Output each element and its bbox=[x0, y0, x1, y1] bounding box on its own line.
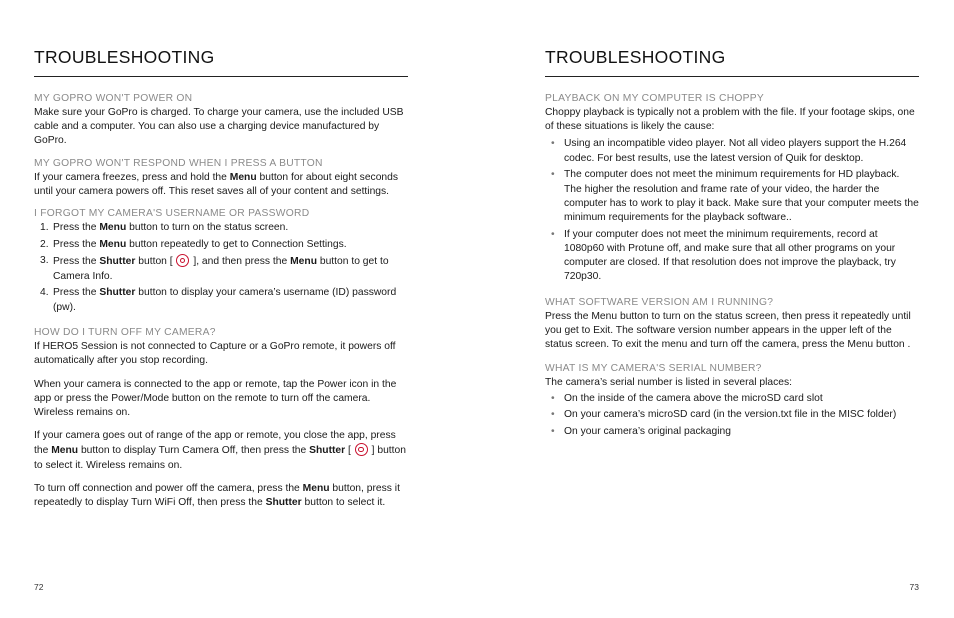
section-body: To turn off connection and power off the camera, press the Menu button, press it repeatedly to display Turn WiFi Off, then press the Shutter button to select it. bbox=[34, 482, 400, 509]
step-item: 1. Press the Menu button to turn on the status screen. bbox=[40, 222, 289, 234]
section-body: If your camera goes out of range of the app or remote, you close the app, press the Menu button to display Turn Camera Off, then press the Shutter [ ] button to select it. Wireless remains on. bbox=[34, 430, 406, 471]
title-divider bbox=[545, 76, 919, 77]
section-heading: I FORGOT MY CAMERA'S USERNAME OR PASSWORD bbox=[34, 208, 310, 220]
section-body: The camera’s serial number is listed in several places: bbox=[545, 376, 793, 388]
shutter-button-icon bbox=[176, 254, 189, 267]
section-heading: MY GOPRO WON'T POWER ON bbox=[34, 93, 193, 104]
bullet-list bbox=[545, 392, 919, 440]
section-body: Press the Menu button to turn on the status screen, then press it repeatedly until you get to Exit. The software version number appears in the upper left of the status screen. To exit the menu and turn off the camera, press the Menu button . bbox=[545, 310, 911, 351]
list-item: • The computer does not meet the minimum requirements for HD playback. The higher the resolution and frame rate of your video, the harder the computer has to work to play it back. Make sure that your computer meets the minimum requirements for the playback software.. bbox=[551, 169, 919, 223]
page-number: 73 bbox=[909, 582, 919, 592]
section-body: If your camera freezes, press and hold the Menu button for about eight seconds until your camera powers off. This reset saves all of your content and settings. bbox=[34, 171, 399, 197]
bullet-icon: • bbox=[551, 138, 555, 150]
section-heading: PLAYBACK ON MY COMPUTER IS CHOPPY bbox=[545, 93, 764, 104]
section-body: When your camera is connected to the app or remote, tap the Power icon in the app or press the Power/Mode button on the remote to turn off the camera. Wireless remains on. bbox=[34, 378, 397, 419]
bullet-icon: • bbox=[551, 409, 555, 421]
section-body: Make sure your GoPro is charged. To charge your camera, use the included USB cable and a computer. You can also use a charging device manufactured by GoPro. bbox=[34, 107, 404, 147]
section-heading: MY GOPRO WON'T RESPOND WHEN I PRESS A BUTTON bbox=[34, 157, 323, 169]
step-list bbox=[34, 221, 408, 315]
bullet-icon: • bbox=[551, 426, 555, 438]
list-item: • On your camera’s original packaging bbox=[545, 425, 919, 439]
page-title: TROUBLESHOOTING bbox=[34, 47, 215, 67]
section-body: Choppy playback is typically not a problem with the file. If your footage skips, one of these situations is likely the cause: bbox=[545, 107, 915, 133]
section-heading: WHAT IS MY CAMERA'S SERIAL NUMBER? bbox=[545, 362, 762, 374]
shutter-button-icon bbox=[355, 443, 368, 456]
section-heading: HOW DO I TURN OFF MY CAMERA? bbox=[34, 327, 216, 339]
title-divider bbox=[34, 76, 408, 77]
list-item: • Using an incompatible video player. Not all video players support the H.264 codec. For best results, use the latest version of Quik for desktop. bbox=[551, 138, 907, 164]
step-item: 4. Press the Shutter button to display your camera’s username (ID) password (pw). bbox=[40, 287, 397, 313]
bullet-icon: • bbox=[551, 228, 555, 240]
bullet-icon: • bbox=[551, 169, 555, 181]
list-item: • On the inside of the camera above the microSD card slot bbox=[545, 392, 919, 406]
step-item: 3. Press the Shutter button [ ], and then press the Menu button to get to Camera Info. bbox=[40, 255, 389, 282]
list-item: • If your computer does not meet the minimum requirements, record at 1080p60 with Protune off, and make sure that all other programs on your computer are closed. If that resolution does not improve the playback, try 720p30. bbox=[551, 228, 896, 283]
section-heading: WHAT SOFTWARE VERSION AM I RUNNING? bbox=[545, 296, 774, 308]
list-item: • On your camera’s microSD card (in the version.txt file in the MISC folder) bbox=[545, 408, 919, 422]
bullet-list bbox=[545, 137, 919, 284]
page-number: 72 bbox=[34, 582, 44, 592]
step-item: 2. Press the Menu button repeatedly to get to Connection Settings. bbox=[40, 238, 347, 250]
right-content bbox=[545, 92, 919, 442]
page-title: TROUBLESHOOTING bbox=[545, 47, 726, 67]
bullet-icon: • bbox=[551, 392, 555, 404]
left-content bbox=[34, 92, 408, 510]
section-body: If HERO5 Session is not connected to Capture or a GoPro remote, it powers off automatically after you stop recording. bbox=[34, 341, 396, 367]
